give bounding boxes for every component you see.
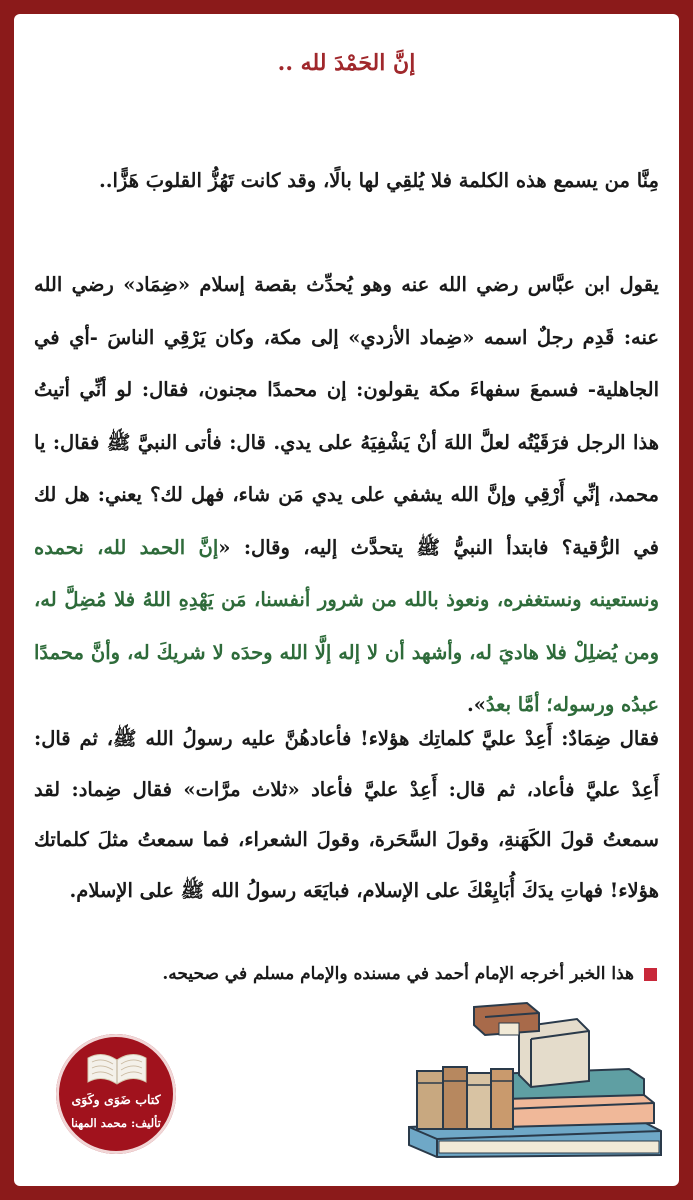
books-stack-illustration — [399, 999, 664, 1159]
hadith-quote: إنَّ الحمد لله، نحمده ونستعينه ونستغفره، ونعوذ بالله من شرور أنفسنا، مَن يَهْدِهِ اللهُ فلا مُضِلَّ له، ومن يُضلِلْ فلا هاديَ له، وأشهد أن لا إله إلَّا الله وحدَه لا شريكَ له، وأنَّ محمدًا عبدُه ورسوله؛ أمَّا بعدُ — [34, 535, 659, 716]
book-title: كتاب ضَوَى وكَوَى — [71, 1092, 161, 1107]
content-card — [14, 14, 679, 1186]
book-badge — [56, 1034, 176, 1154]
book-author: تأليف: محمد المهنا — [71, 1116, 161, 1130]
source-note — [34, 964, 657, 984]
story-text: يقول ابن عبَّاس رضي الله عنه وهو يُحدِّث بقصة إسلام «ضِمَاد» رضي الله عنه: قَدِم رجلٌ اسمه «ضِماد الأزدي» إلى مكة، وكان يَرْقِي الناسَ -أي في الجاهلية- فسمعَ سفهاءَ مكة يقولون: إن محمدًا مجنون، فقال: لو أنِّي أتيتُ هذا الرجل فرَقَيْتُه لعلَّ اللهَ أنْ يَشْفِيَهُ على يدي. قال: فأتى النبيَّ ﷺ فقال: يا محمد، إنِّي أَرْقِي وإنَّ الله يشفي على يدي مَن شاء، فهل لك؟ يعني: هل لك في الرُّقية؟ فابتدأ النبيُّ ﷺ يتحدَّث إليه، وقال: « — [34, 273, 659, 559]
source-note-text: هذا الخبر أخرجه الإمام أحمد في مسنده والإمام مسلم في صحيحه. — [162, 964, 634, 984]
open-book-icon — [82, 1046, 152, 1090]
conclusion-paragraph: فقال ضِمَادٌ: أَعِدْ عليَّ كلماتِك هؤلاء! فأعادهُنَّ عليه رسولُ الله ﷺ، ثم قال: أَعِدْ عليَّ فأعاد، ثم قال: أَعِدْ عليَّ فأعاد «ثلاث مرَّات» فقال ضِماد: لقد سمعتُ قولَ الكَهَنةِ، وقولَ السَّحَرة، وقولَ الشعراء، فما سمعتُ مثلَ كلماتك هؤلاء! فهاتِ يدَكَ أُبَايِعْكَ على الإسلام، فبايَعَه رسولُ الله ﷺ على الإسلام. — [34, 727, 659, 902]
story-paragraph — [34, 259, 659, 732]
red-square-bullet-icon — [644, 968, 657, 981]
story-end: ». — [466, 693, 486, 716]
intro-paragraph: مِنَّا من يسمع هذه الكلمة فلا يُلقِي لها بالًا، وقد كانت تَهُزُّ القلوبَ هَزًّا.. — [98, 169, 659, 192]
page-title: إنَّ الحَمْدَ لله .. — [277, 50, 416, 76]
